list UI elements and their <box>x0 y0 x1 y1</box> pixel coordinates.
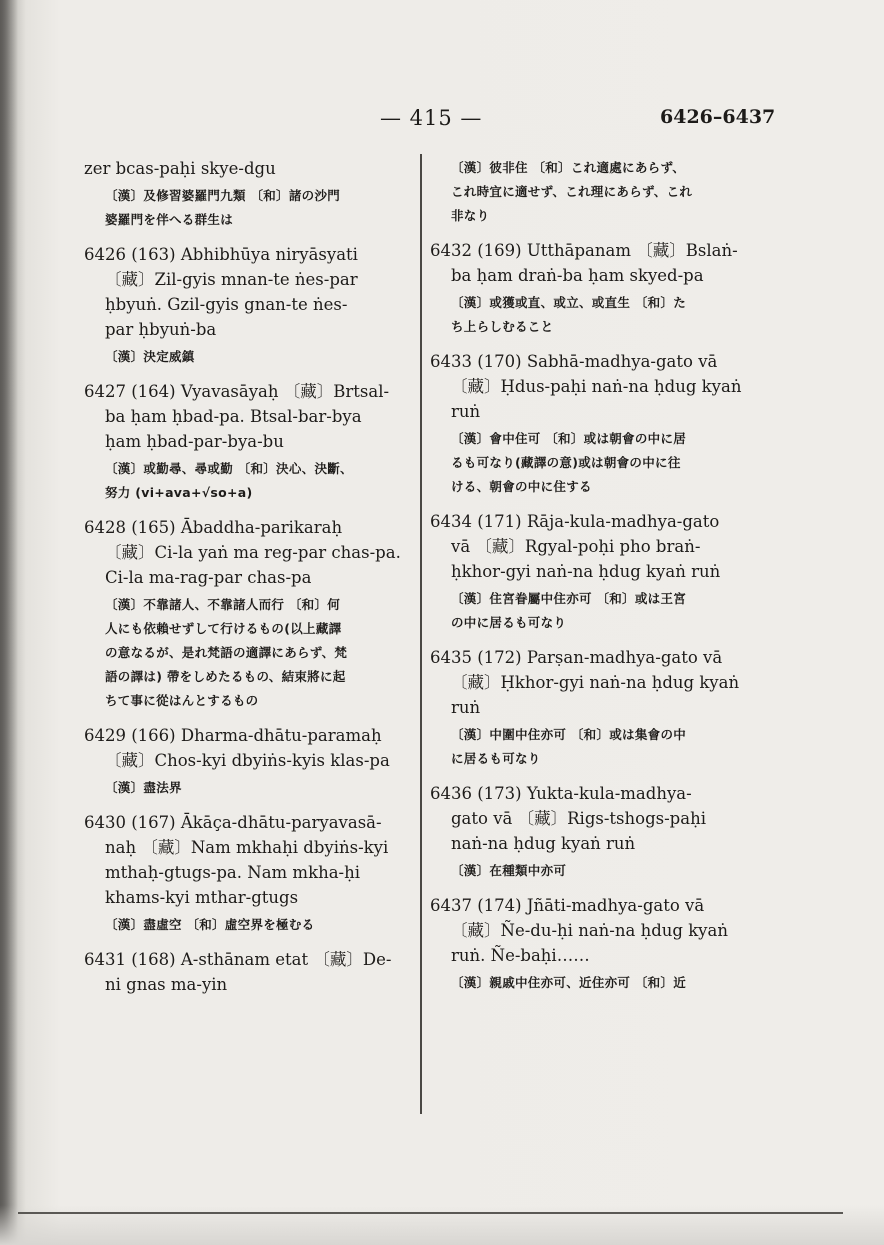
entry-tibetan-line: 〔藏〕Zil-gyis mnan-te ṅes-par <box>105 270 358 289</box>
entry-gloss-line: 非なり <box>451 208 490 223</box>
dictionary-entry <box>84 242 412 369</box>
entry-headword: 6430 (167) Ākāça-dhātu-paryavasā- <box>84 813 382 832</box>
entry-headword: 6427 (164) Vyavasāyaḥ 〔藏〕Brtsal- <box>84 382 390 401</box>
entry-headword: 6431 (168) A-sthānam etat 〔藏〕De- <box>84 950 392 969</box>
left-column <box>84 156 412 1007</box>
entry-gloss-line: ける、朝會の中に住する <box>451 479 592 494</box>
entry-tibetan-line: mthaḥ-gtugs-pa. Nam mkha-ḥi <box>105 863 361 882</box>
dictionary-entry <box>430 893 766 995</box>
entry-gloss-line: 〔漢〕或獲或直、或立、或直生 〔和〕た <box>451 295 687 310</box>
entry-tibetan-line: 〔藏〕Ci-la yaṅ ma reg-par chas-pa. <box>105 543 401 562</box>
entry-tibetan-line: ba ḥam draṅ-ba ḥam skyed-pa <box>451 266 704 285</box>
entry-tibetan-line: ruṅ <box>451 698 481 717</box>
entry-gloss-line: これ時宜に適せず、これ理にあらず、これ <box>451 184 693 199</box>
entry-tibetan-line: ba ḥam ḥbad-pa. Btsal-bar-bya <box>105 407 362 426</box>
entry-gloss-line: 語の譯は) 帶をしめたるもの、結束將に起 <box>105 669 346 684</box>
entry-gloss-line: 〔漢〕住宮眷屬中住亦可 〔和〕或は王宮 <box>451 591 687 606</box>
entry-headword: 6435 (172) Parṣan-madhya-gato vā <box>430 648 723 667</box>
entry-gloss-line: 〔漢〕或勤尋、尋或勤 〔和〕決心、決斷、 <box>105 461 353 476</box>
dictionary-entry <box>430 645 766 771</box>
entry-gloss-line: 〔漢〕彼非住 〔和〕これ適處にあらず、 <box>451 160 686 175</box>
entry-tibetan-line: 〔藏〕Ḥdus-paḥi naṅ-na ḥdug kyaṅ <box>451 377 742 396</box>
entry-gloss-line: 〔漢〕盡虛空 〔和〕虛空界を極むる <box>105 917 315 932</box>
column-divider <box>420 154 422 1114</box>
entry-range: 6426–6437 <box>660 106 776 128</box>
entry-tibetan-line: 〔藏〕Chos-kyi dbyiṅs-kyis klas-pa <box>105 751 390 770</box>
entry-gloss-line: 〔漢〕不靠諸人、不靠諸人而行 〔和〕何 <box>105 597 341 612</box>
entry-tibetan-line: naṅ-na ḥdug kyaṅ ruṅ <box>451 834 636 853</box>
entry-tibetan-line: ruṅ. Ñe-baḥi…… <box>451 946 590 965</box>
dictionary-entry <box>430 238 766 339</box>
entry-gloss-line: 〔漢〕親戚中住亦可、近住亦可 〔和〕近 <box>451 975 687 990</box>
entry-gloss-line: 努力 (vi+ava+√so+a) <box>105 485 253 500</box>
entry-tibetan-line: ni gnas ma-yin <box>105 975 228 994</box>
entry-gloss-line: の中に居るも可なり <box>451 615 567 630</box>
entry-gloss-line: の意なるが、是れ梵語の適譯にあらず、梵 <box>105 645 348 660</box>
entry-tibetan-line: gato vā 〔藏〕Rigs-tshogs-paḥi <box>451 809 706 828</box>
entry-gloss-line: 〔漢〕中圍中住亦可 〔和〕或は集會の中 <box>451 727 687 742</box>
entry-gloss-line: 〔漢〕及修習婆羅門九類 〔和〕諸の沙門 <box>105 188 341 203</box>
right-column <box>430 156 766 1005</box>
entry-headword: 6429 (166) Dharma-dhātu-paramaḥ <box>84 726 382 745</box>
dictionary-entry <box>430 781 766 883</box>
entry-gloss-line: るも可なり(藏譯の意)或は朝會の中に往 <box>451 455 681 470</box>
dictionary-entry <box>84 947 412 997</box>
entry-gloss-line: 〔漢〕會中住可 〔和〕或は朝會の中に居 <box>451 431 687 446</box>
entry-tibetan-line: ruṅ <box>451 402 481 421</box>
entry-tibetan-line: ḥbyuṅ. Gzil-gyis gnan-te ṅes- <box>105 295 348 314</box>
bottom-rule <box>18 1212 843 1214</box>
page-number: — 415 — <box>380 106 483 130</box>
dictionary-entry <box>430 509 766 635</box>
entry-headword: 6436 (173) Yukta-kula-madhya- <box>430 784 692 803</box>
entry-tibetan-line: 〔藏〕Ñe-du-ḥi naṅ-na ḥdug kyaṅ <box>451 921 728 940</box>
entry-gloss-line: 婆羅門を伴へる群生は <box>105 212 234 227</box>
dictionary-entry <box>84 723 412 800</box>
entry-tibetan-line: Ci-la ma-rag-par chas-pa <box>105 568 312 587</box>
entry-gloss-line: 〔漢〕決定威鎮 <box>105 349 195 364</box>
entry-headword: 6437 (174) Jñāti-madhya-gato vā <box>430 896 705 915</box>
entry-tibetan-line: vā 〔藏〕Rgyal-poḥi pho braṅ- <box>451 537 701 556</box>
entry-tibetan-line: naḥ 〔藏〕Nam mkhaḥi dbyiṅs-kyi <box>105 838 389 857</box>
entry-headword: zer bcas-paḥi skye-dgu <box>84 159 276 178</box>
entry-gloss-line: ちて事に從はんとするもの <box>105 693 259 708</box>
binding-shadow <box>0 0 18 1245</box>
entry-tibetan-line: ḥkhor-gyi naṅ-na ḥdug kyaṅ ruṅ <box>451 562 721 581</box>
entry-gloss-line: ち上らしむること <box>451 319 554 334</box>
dictionary-entry <box>84 379 412 505</box>
dictionary-entry <box>84 810 412 937</box>
entry-tibetan-line: ḥam ḥbad-par-bya-bu <box>105 432 284 451</box>
entry-gloss-line: 人にも依賴せずして行けるもの(以上藏譯 <box>105 621 342 636</box>
dictionary-entry <box>84 515 412 713</box>
entry-headword: 6432 (169) Utthāpanam 〔藏〕Bslaṅ- <box>430 241 738 260</box>
entry-tibetan-line: 〔藏〕Ḥkhor-gyi naṅ-na ḥdug kyaṅ <box>451 673 740 692</box>
entry-gloss-line: 〔漢〕盡法界 <box>105 780 182 795</box>
entry-headword: 6433 (170) Sabhā-madhya-gato vā <box>430 352 718 371</box>
entry-headword: 6434 (171) Rāja-kula-madhya-gato <box>430 512 720 531</box>
entry-gloss-line: 〔漢〕在種類中亦可 <box>451 863 567 878</box>
entry-headword: 6428 (165) Ābaddha-parikaraḥ <box>84 518 343 537</box>
entry-gloss-line: に居るも可なり <box>451 751 541 766</box>
entry-headword: 6426 (163) Abhibhūya niryāsyati <box>84 245 358 264</box>
dictionary-entry <box>430 156 766 228</box>
page-bottom-shade <box>0 1205 884 1245</box>
dictionary-entry <box>84 156 412 232</box>
dictionary-entry <box>430 349 766 499</box>
entry-tibetan-line: khams-kyi mthar-gtugs <box>105 888 299 907</box>
entry-tibetan-line: par ḥbyuṅ-ba <box>105 320 217 339</box>
